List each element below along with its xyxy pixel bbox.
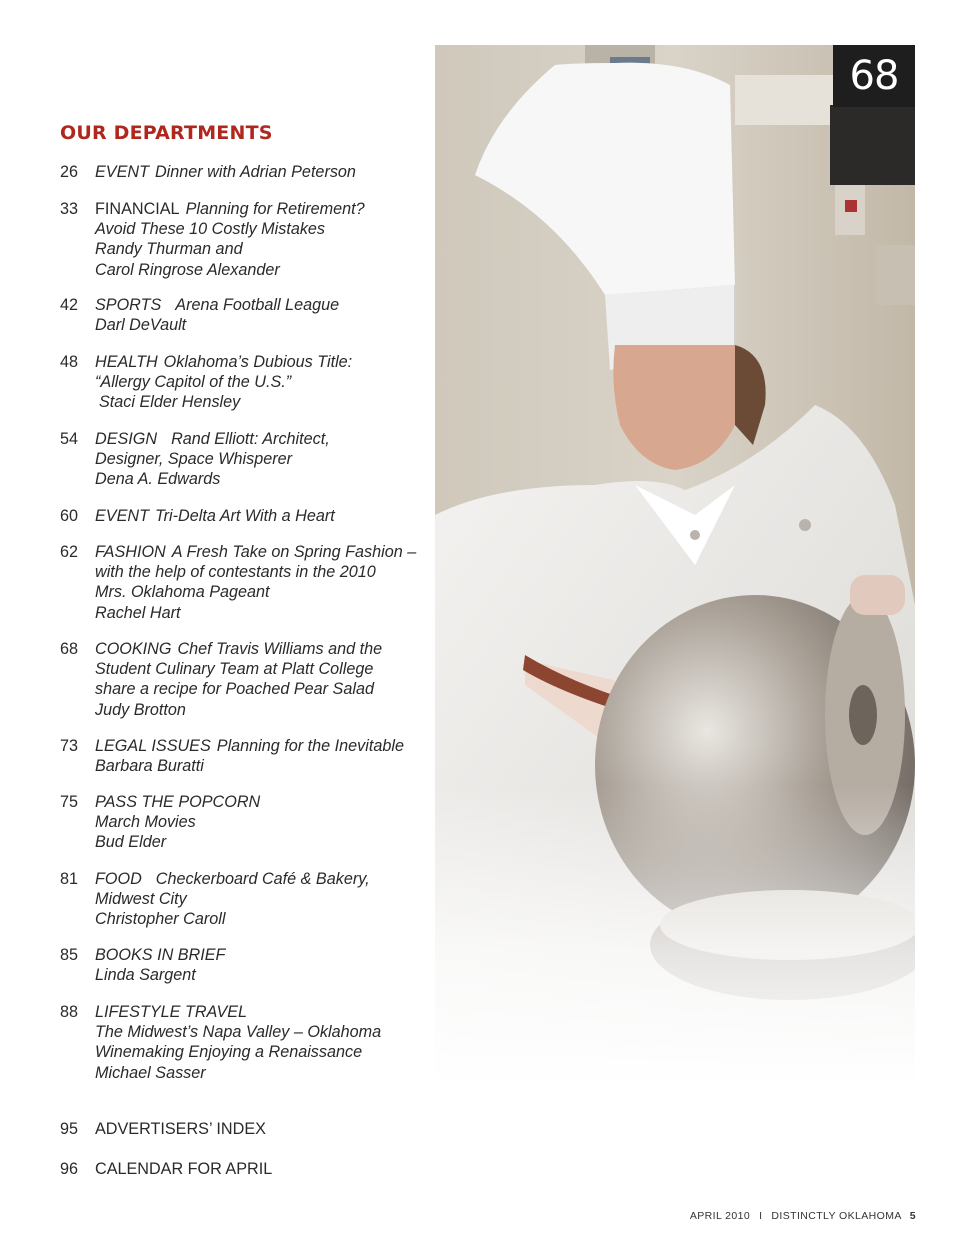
- toc-line: Winemaking Enjoying a Renaissance: [95, 1043, 363, 1062]
- page-footer: [690, 1210, 916, 1222]
- toc-category: CALENDAR FOR APRIL: [95, 1160, 273, 1178]
- toc-line: Student Culinary Team at Platt College: [95, 660, 374, 679]
- chef-photo: [435, 45, 915, 1085]
- toc-category: DESIGN: [95, 430, 158, 448]
- toc-page-number: 33: [60, 200, 79, 218]
- toc-title: Tri-Delta Art With a Heart: [154, 507, 335, 525]
- toc-line: Designer, Space Whisperer: [95, 450, 293, 469]
- toc-category: PASS THE POPCORN: [95, 793, 261, 811]
- toc-page-number: 85: [60, 946, 79, 964]
- toc-category: EVENT: [95, 507, 149, 525]
- toc-category: LEGAL ISSUES: [95, 737, 211, 755]
- toc-page-number: 42: [60, 296, 79, 314]
- toc-title: A Fresh Take on Spring Fashion –: [171, 543, 417, 561]
- toc-line: share a recipe for Poached Pear Salad: [95, 680, 374, 699]
- toc-title: Oklahoma’s Dubious Title:: [163, 353, 353, 371]
- toc-category: FOOD: [95, 870, 142, 888]
- toc-line: Darl DeVault: [95, 316, 187, 335]
- toc-title: Planning for the Inevitable: [216, 737, 404, 755]
- photo-fade: [435, 785, 915, 1085]
- toc-line: with the help of contestants in the 2010: [95, 563, 376, 582]
- toc-category: LIFESTYLE TRAVEL: [95, 1003, 248, 1021]
- toc-title: Arena Football League: [175, 296, 340, 314]
- toc-category: FINANCIAL: [95, 200, 180, 218]
- toc-category: BOOKS IN BRIEF: [95, 946, 226, 964]
- toc-line: Randy Thurman and: [95, 240, 243, 259]
- toc-page-number: 48: [60, 353, 79, 371]
- photo-page-number: 68: [833, 45, 915, 107]
- footer-date: APRIL 2010: [689, 1210, 751, 1222]
- toc-line: Dena A. Edwards: [95, 470, 221, 489]
- toc-line: Barbara Buratti: [95, 757, 204, 776]
- toc-page-number: 75: [60, 793, 79, 811]
- toc-page-number: 88: [60, 1003, 79, 1021]
- toc-line: Midwest City: [95, 890, 187, 909]
- footer-page-number: 5: [909, 1210, 916, 1222]
- toc-category: SPORTS: [95, 296, 162, 314]
- toc-page-number: 26: [60, 163, 79, 181]
- toc-line: Judy Brotton: [95, 700, 186, 719]
- toc-title: Chef Travis Williams and the: [177, 640, 383, 658]
- departments-heading: OUR DEPARTMENTS: [60, 122, 273, 144]
- toc-line: The Midwest’s Napa Valley – Oklahoma: [95, 1023, 382, 1042]
- toc-page-number: 62: [60, 543, 79, 561]
- toc-page-number: 54: [60, 430, 79, 448]
- toc-page-number: 81: [60, 870, 79, 888]
- toc-line: March Movies: [95, 813, 196, 832]
- toc-line: Mrs. Oklahoma Pageant: [95, 583, 270, 602]
- toc-line: Carol Ringrose Alexander: [95, 260, 280, 279]
- toc-title: Dinner with Adrian Peterson: [154, 163, 356, 181]
- toc-title: Rand Elliott: Architect,: [171, 430, 330, 448]
- toc-category: EVENT: [95, 163, 149, 181]
- toc-category: COOKING: [95, 640, 172, 658]
- toc-page-number: 73: [60, 737, 79, 755]
- toc-page-number: 95: [60, 1120, 79, 1138]
- footer-magazine: DISTINCTLY OKLAHOMA: [771, 1210, 902, 1222]
- toc-line: Michael Sasser: [95, 1063, 206, 1082]
- toc-line: Christopher Caroll: [95, 910, 226, 929]
- toc-page-number: 68: [60, 640, 79, 658]
- toc-category: FASHION: [95, 543, 166, 561]
- toc-line: “Allergy Capitol of the U.S.”: [95, 373, 292, 392]
- toc-title: Checkerboard Café & Bakery,: [155, 870, 370, 888]
- toc-title: Planning for Retirement?: [185, 200, 365, 218]
- toc-line: Bud Elder: [95, 833, 167, 852]
- toc-page-number: 96: [60, 1160, 79, 1178]
- toc-category: ADVERTISERS’ INDEX: [95, 1120, 266, 1138]
- toc-line: Rachel Hart: [95, 603, 181, 622]
- footer-separator: I: [759, 1210, 763, 1222]
- toc-page-number: 60: [60, 507, 79, 525]
- toc-line: Linda Sargent: [95, 966, 196, 985]
- toc-line: Staci Elder Hensley: [99, 393, 241, 412]
- toc-line: Avoid These 10 Costly Mistakes: [95, 220, 326, 239]
- toc-category: HEALTH: [95, 353, 158, 371]
